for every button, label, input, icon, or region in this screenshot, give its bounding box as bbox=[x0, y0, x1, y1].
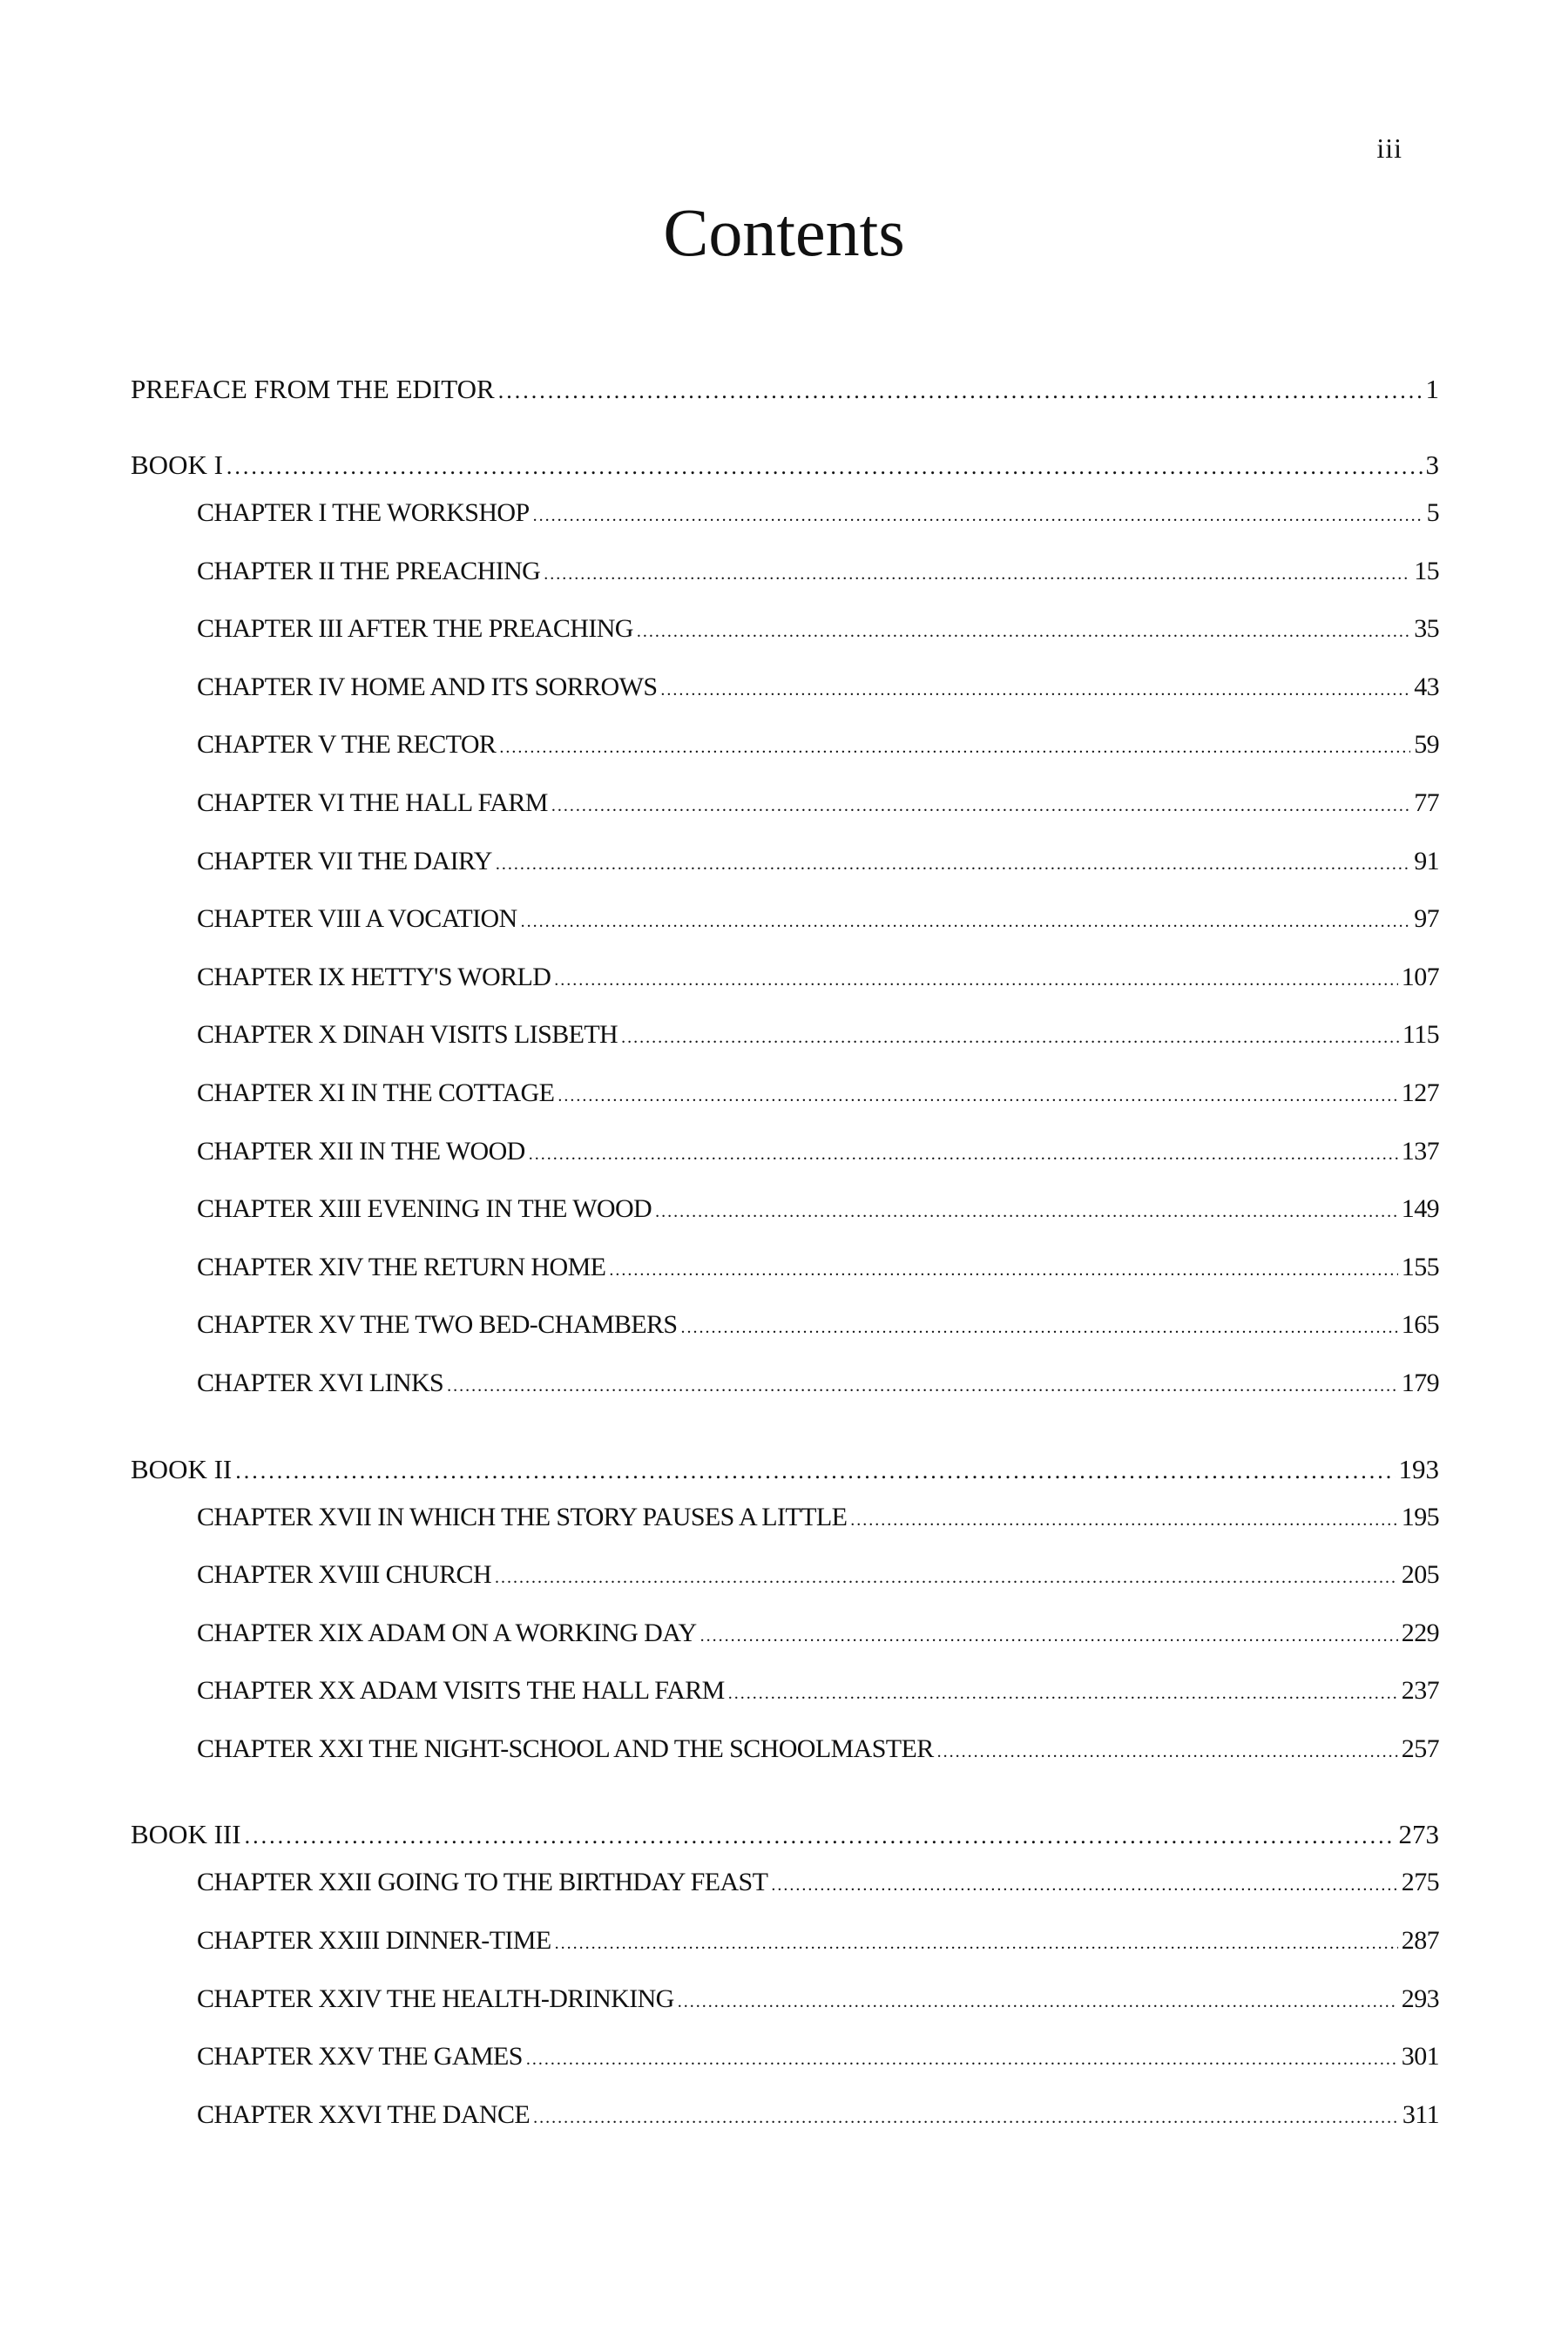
toc-entry-book[interactable] bbox=[131, 1815, 1439, 1854]
toc-entry-label: CHAPTER XIX ADAM ON A WORKING DAY bbox=[197, 1618, 697, 1647]
toc-entry-chapter[interactable] bbox=[131, 1489, 1439, 1547]
toc-entry-page: 149 bbox=[1401, 1194, 1439, 1224]
page-title: Contents bbox=[663, 194, 905, 270]
dot-leader bbox=[555, 1912, 1398, 1970]
toc-entry-page: 179 bbox=[1401, 1368, 1439, 1397]
toc-entry-label: CHAPTER II THE PREACHING bbox=[197, 556, 541, 585]
dot-leader bbox=[496, 833, 1410, 891]
toc-entry-page: 193 bbox=[1398, 1453, 1439, 1484]
toc-entry-chapter[interactable] bbox=[131, 2086, 1439, 2145]
toc-entry-page: 273 bbox=[1398, 1819, 1439, 1850]
toc-entry-page: 127 bbox=[1401, 1078, 1439, 1107]
dot-leader bbox=[526, 2028, 1398, 2086]
toc-entry-chapter[interactable] bbox=[131, 833, 1439, 891]
toc-entry-label: CHAPTER XXV THE GAMES bbox=[197, 2042, 523, 2072]
dot-leader bbox=[637, 600, 1410, 659]
toc-entry-page: 195 bbox=[1401, 1502, 1439, 1531]
toc-entry-page: 3 bbox=[1425, 449, 1439, 480]
toc-entry-page: 77 bbox=[1414, 787, 1439, 817]
dot-leader bbox=[447, 1355, 1398, 1413]
toc-entry-preface[interactable] bbox=[131, 369, 1439, 409]
toc-entry-chapter[interactable] bbox=[131, 1123, 1439, 1181]
chapter-list bbox=[131, 1854, 1439, 2144]
dot-leader bbox=[678, 1970, 1398, 2029]
toc-entry-chapter[interactable] bbox=[131, 1662, 1439, 1720]
dot-leader bbox=[558, 1064, 1397, 1123]
toc-entry-label: CHAPTER IX HETTY'S WORLD bbox=[197, 962, 551, 991]
toc-entry-label: BOOK II bbox=[131, 1453, 233, 1484]
dot-leader bbox=[226, 445, 1423, 484]
toc-entry-label: CHAPTER VII THE DAIRY bbox=[197, 846, 492, 875]
dot-leader bbox=[544, 543, 1410, 601]
toc-entry-page: 137 bbox=[1401, 1136, 1439, 1166]
toc-entry-label: CHAPTER VIII A VOCATION bbox=[197, 904, 517, 934]
dot-leader bbox=[680, 1296, 1397, 1355]
toc-entry-chapter[interactable] bbox=[131, 1180, 1439, 1239]
toc-entry-page: 205 bbox=[1401, 1560, 1439, 1590]
dot-leader bbox=[554, 949, 1398, 1007]
toc-entry-label: CHAPTER IV HOME AND ITS SORROWS bbox=[197, 672, 658, 701]
toc-entry-chapter[interactable] bbox=[131, 949, 1439, 1007]
toc-entry-page: 59 bbox=[1414, 730, 1439, 760]
toc-entry-label: CHAPTER XXI THE NIGHT-SCHOOL AND THE SCHOOLMASTER bbox=[197, 1734, 934, 1763]
toc-entry-label: CHAPTER XVI LINKS bbox=[197, 1368, 444, 1397]
book-section bbox=[131, 445, 1439, 1413]
toc-entry-page: 15 bbox=[1414, 556, 1439, 585]
toc-entry-chapter[interactable] bbox=[131, 1546, 1439, 1605]
toc-entry-book[interactable] bbox=[131, 1450, 1439, 1489]
toc-entry-chapter[interactable] bbox=[131, 890, 1439, 949]
toc-entry-label: CHAPTER XVIII CHURCH bbox=[197, 1560, 492, 1590]
toc-entry-chapter[interactable] bbox=[131, 2028, 1439, 2086]
toc-entry-label: BOOK I bbox=[131, 449, 223, 480]
toc-entry-chapter[interactable] bbox=[131, 774, 1439, 833]
toc-entry-chapter[interactable] bbox=[131, 484, 1439, 543]
dot-leader bbox=[551, 774, 1410, 833]
toc-entry-page: 1 bbox=[1425, 374, 1439, 404]
toc-entry-label: PREFACE FROM THE EDITOR bbox=[131, 374, 495, 404]
dot-leader bbox=[498, 369, 1423, 409]
toc-entry-chapter[interactable] bbox=[131, 1239, 1439, 1297]
toc-entry-chapter[interactable] bbox=[131, 1605, 1439, 1663]
toc-entry-page: 287 bbox=[1401, 1926, 1439, 1956]
toc-entry-label: CHAPTER XI IN THE COTTAGE bbox=[197, 1078, 555, 1107]
dot-leader bbox=[495, 1546, 1398, 1605]
toc-entry-page: 115 bbox=[1402, 1020, 1439, 1050]
dot-leader bbox=[529, 1123, 1398, 1181]
toc-entry-page: 5 bbox=[1426, 498, 1439, 527]
toc-entry-label: CHAPTER III AFTER THE PREACHING bbox=[197, 614, 633, 644]
dot-leader bbox=[655, 1180, 1398, 1239]
toc-entry-label: CHAPTER XXIV THE HEALTH-DRINKING bbox=[197, 1984, 674, 2013]
toc-entry-chapter[interactable] bbox=[131, 1296, 1439, 1355]
book-section bbox=[131, 1450, 1439, 1779]
toc-entry-chapter[interactable] bbox=[131, 1355, 1439, 1413]
toc-entry-page: 97 bbox=[1414, 904, 1439, 934]
toc-entry-label: CHAPTER XVII IN WHICH THE STORY PAUSES A LITTLE bbox=[197, 1502, 848, 1531]
toc-entry-page: 257 bbox=[1401, 1734, 1439, 1763]
toc-entry-label: BOOK III bbox=[131, 1819, 241, 1850]
dot-leader bbox=[771, 1854, 1397, 1912]
toc-entry-chapter[interactable] bbox=[131, 1970, 1439, 2029]
toc-entry-label: CHAPTER V THE RECTOR bbox=[197, 730, 497, 760]
toc-entry-page: 165 bbox=[1401, 1310, 1439, 1340]
dot-leader bbox=[533, 2086, 1399, 2145]
toc-entry-label: CHAPTER XV THE TWO BED-CHAMBERS bbox=[197, 1310, 678, 1340]
toc-entry-chapter[interactable] bbox=[131, 600, 1439, 659]
dot-leader bbox=[533, 484, 1423, 543]
toc-entry-chapter[interactable] bbox=[131, 1006, 1439, 1064]
toc-entry-label: CHAPTER XII IN THE WOOD bbox=[197, 1136, 525, 1166]
toc-entry-page: 229 bbox=[1401, 1618, 1439, 1647]
page-number: iii bbox=[1376, 132, 1402, 164]
toc-entry-label: CHAPTER X DINAH VISITS LISBETH bbox=[197, 1020, 618, 1050]
dot-leader bbox=[245, 1815, 1396, 1854]
toc-entry-chapter[interactable] bbox=[131, 659, 1439, 717]
toc-entry-page: 237 bbox=[1401, 1676, 1439, 1706]
dot-leader bbox=[728, 1662, 1398, 1720]
dot-leader bbox=[621, 1006, 1399, 1064]
toc-entry-page: 43 bbox=[1414, 672, 1439, 701]
chapter-list bbox=[131, 1489, 1439, 1779]
chapter-list bbox=[131, 484, 1439, 1413]
toc-entry-page: 155 bbox=[1401, 1252, 1439, 1281]
toc-entry-chapter[interactable] bbox=[131, 1064, 1439, 1123]
toc-entry-page: 293 bbox=[1401, 1984, 1439, 2013]
toc-entry-page: 91 bbox=[1414, 846, 1439, 875]
toc-entry-chapter[interactable] bbox=[131, 1912, 1439, 1970]
dot-leader bbox=[499, 716, 1410, 774]
dot-leader bbox=[660, 659, 1410, 717]
toc-entry-label: CHAPTER XIII EVENING IN THE WOOD bbox=[197, 1194, 652, 1224]
toc-entry-label: CHAPTER XXVI THE DANCE bbox=[197, 2099, 531, 2129]
toc-entry-chapter[interactable] bbox=[131, 543, 1439, 601]
toc-entry-chapter[interactable] bbox=[131, 1720, 1439, 1779]
toc-entry-chapter[interactable] bbox=[131, 1854, 1439, 1912]
toc-entry-chapter[interactable] bbox=[131, 716, 1439, 774]
dot-leader bbox=[937, 1720, 1398, 1779]
dot-leader bbox=[850, 1489, 1398, 1547]
dot-leader bbox=[521, 890, 1411, 949]
toc-entry-label: CHAPTER I THE WORKSHOP bbox=[197, 498, 530, 527]
toc-entry-book[interactable] bbox=[131, 445, 1439, 484]
toc-entry-page: 301 bbox=[1401, 2042, 1439, 2072]
toc-entry-page: 311 bbox=[1402, 2099, 1439, 2129]
table-of-contents bbox=[131, 369, 1439, 2144]
dot-leader bbox=[700, 1605, 1398, 1663]
dot-leader bbox=[235, 1450, 1395, 1489]
toc-entry-page: 275 bbox=[1401, 1868, 1439, 1897]
dot-leader bbox=[609, 1239, 1397, 1297]
toc-entry-label: CHAPTER XIV THE RETURN HOME bbox=[197, 1252, 606, 1281]
toc-entry-page: 35 bbox=[1414, 614, 1439, 644]
toc-entry-label: CHAPTER XXII GOING TO THE BIRTHDAY FEAST bbox=[197, 1868, 768, 1897]
toc-entry-label: CHAPTER XXIII DINNER-TIME bbox=[197, 1926, 551, 1956]
toc-entry-label: CHAPTER VI THE HALL FARM bbox=[197, 787, 548, 817]
toc-entry-label: CHAPTER XX ADAM VISITS THE HALL FARM bbox=[197, 1676, 725, 1706]
book-section bbox=[131, 1815, 1439, 2144]
toc-entry-page: 107 bbox=[1401, 962, 1439, 991]
